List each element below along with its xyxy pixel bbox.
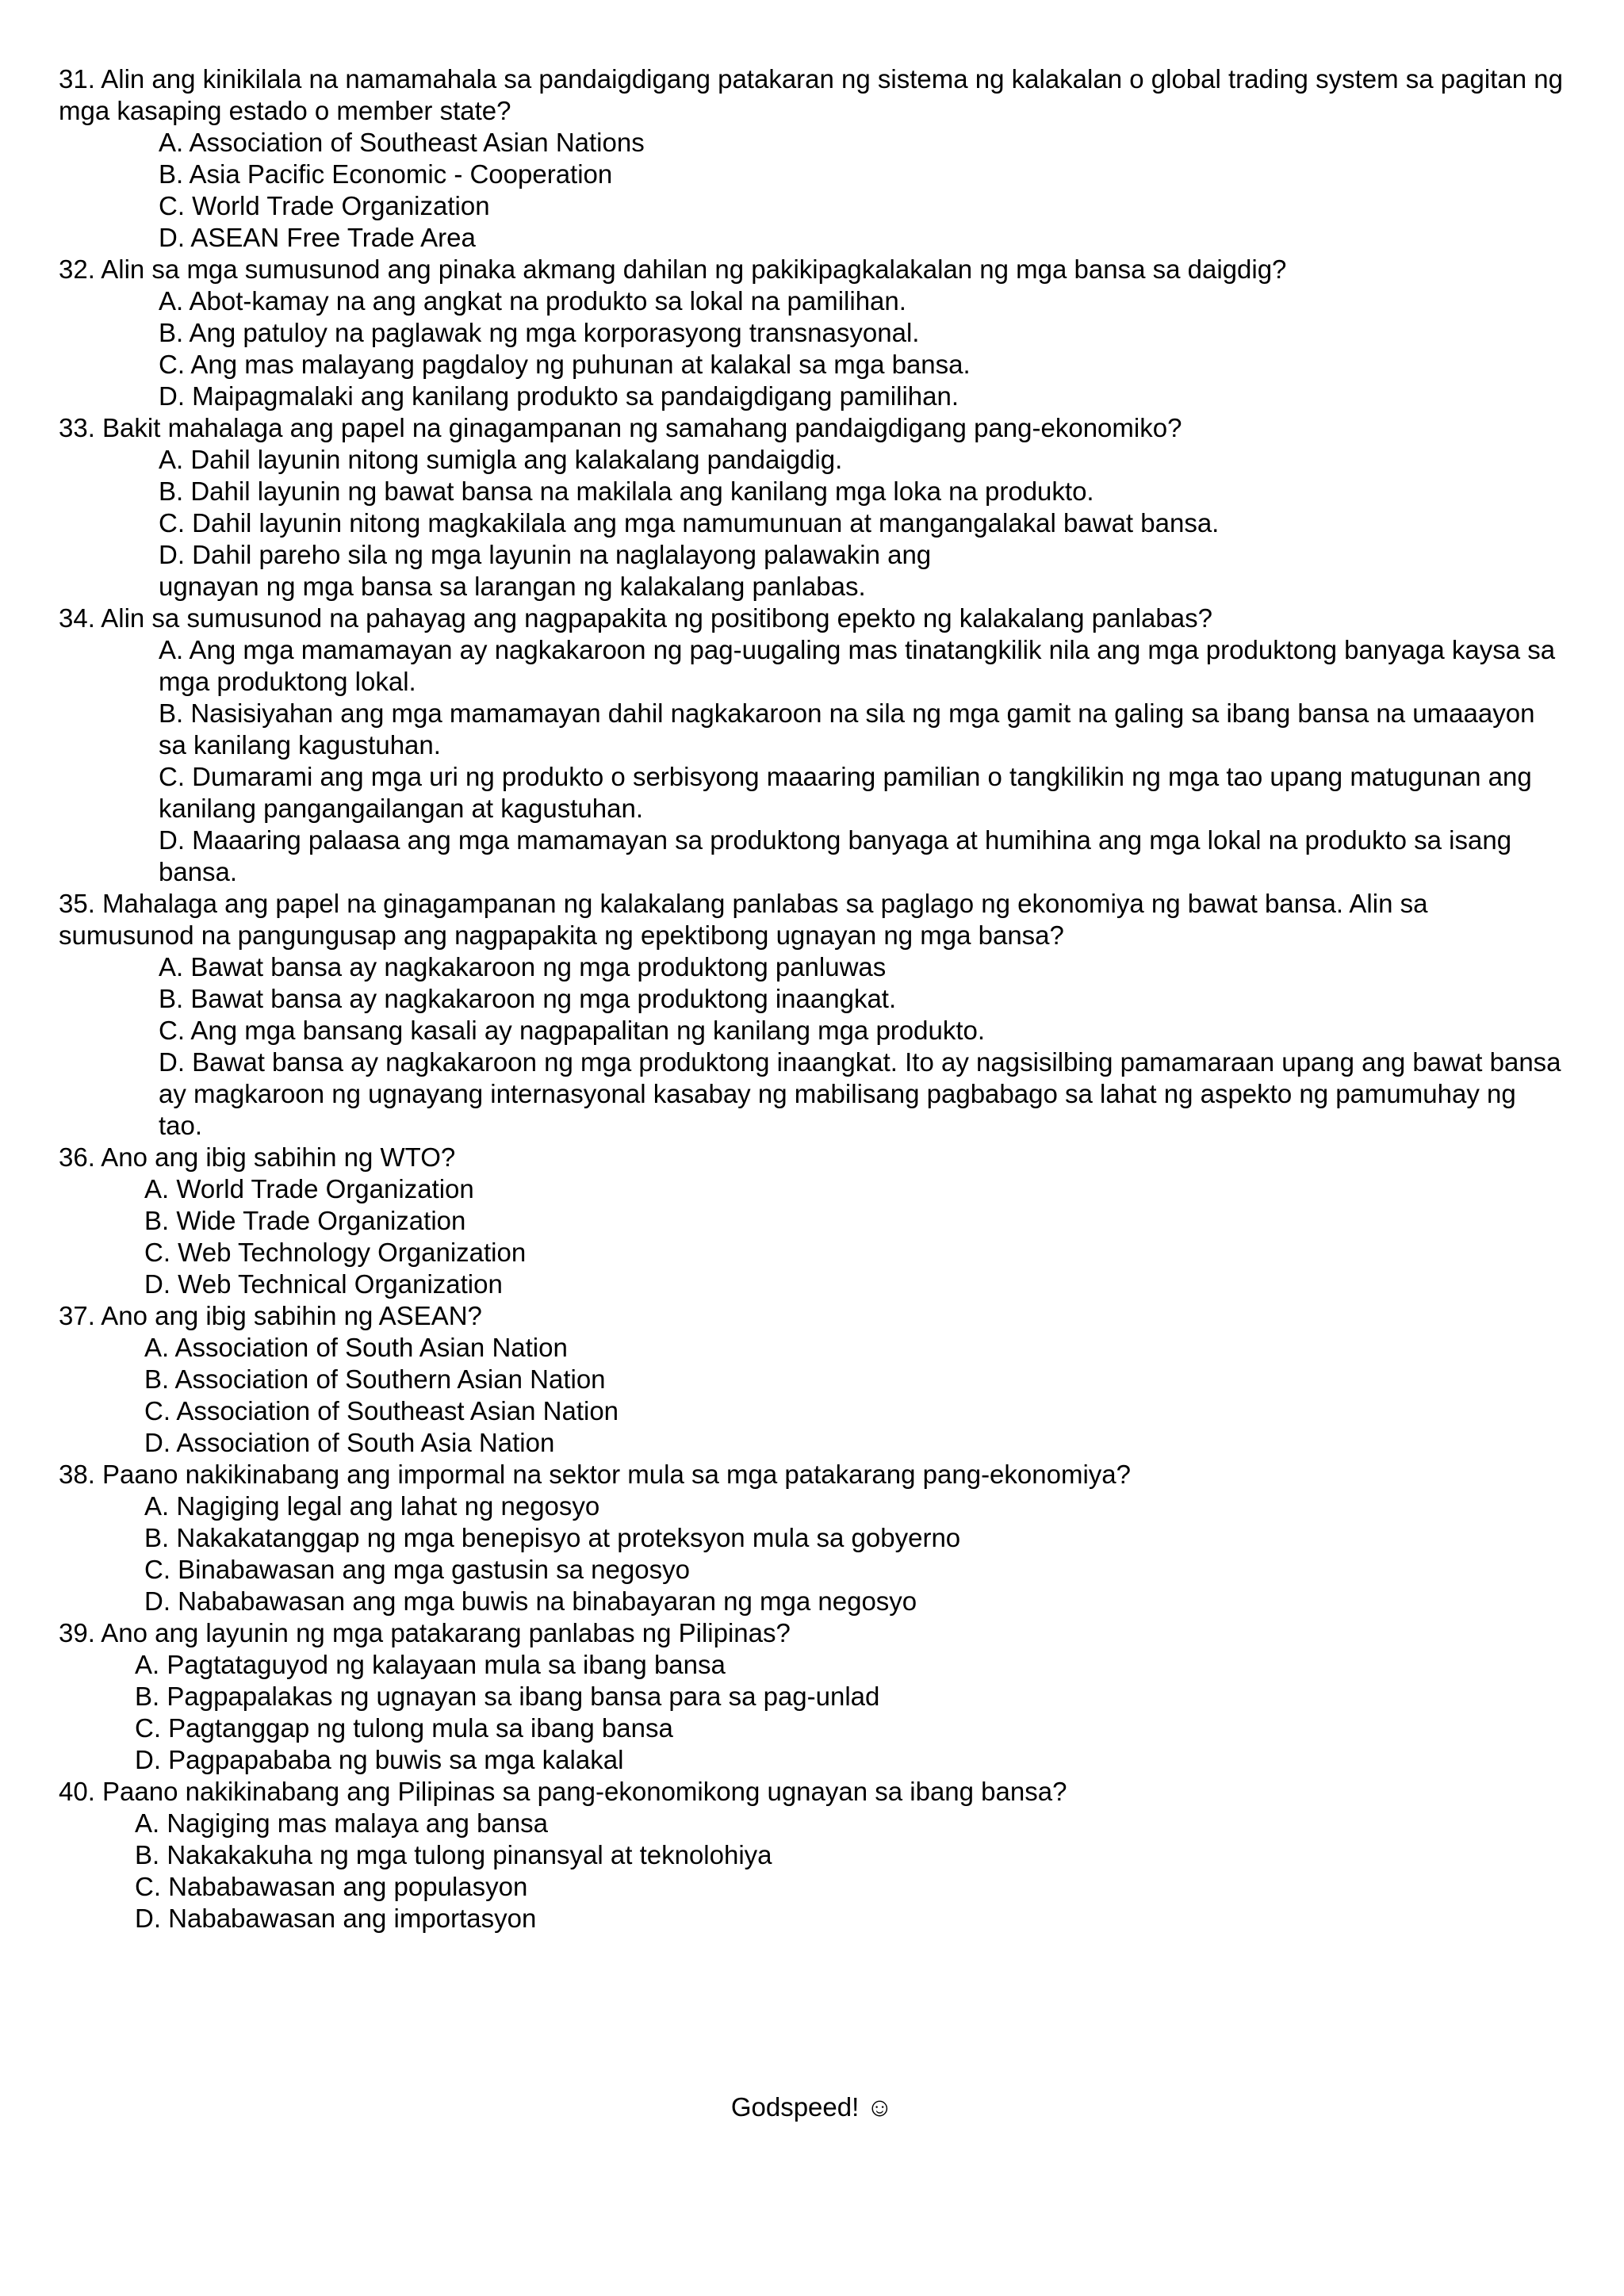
question-stem: 34. Alin sa sumusunod na pahayag ang nagpapakita ng positibong epekto ng kalakalang panlabas? — [59, 603, 1212, 633]
answer-options — [59, 951, 1565, 1142]
answer-option: B. Bawat bansa ay nagkakaroon ng mga produktong inaangkat. — [159, 984, 897, 1013]
answer-option: C. Nababawasan ang populasyon — [135, 1872, 528, 1901]
answer-option: B. Pagpapalakas ng ugnayan sa ibang bansa para sa pag-unlad — [135, 1682, 880, 1711]
answer-option: A. Nagiging legal ang lahat ng negosyo — [144, 1491, 600, 1521]
answer-option: B. Nakakakuha ng mga tulong pinansyal at teknolohiya — [135, 1840, 772, 1869]
question-block — [59, 1617, 1565, 1776]
answer-option: A. World Trade Organization — [144, 1174, 474, 1203]
answer-option-continuation: ugnayan ng mga bansa sa larangan ng kalakalang panlabas. — [159, 572, 866, 601]
answer-option: D. Dahil pareho sila ng mga layunin na naglalayong palawakin ang — [159, 540, 932, 569]
answer-option: B. Association of Southern Asian Nation — [144, 1364, 606, 1394]
answer-option: C. Ang mas malayang pagdaloy ng puhunan at kalakal sa mga bansa. — [159, 350, 971, 379]
question-block — [59, 254, 1565, 412]
question-stem: 31. Alin ang kinikilala na namamahala sa pandaigdigang patakaran ng sistema ng kalakalan o global trading system sa pagitan ng mga kasaping estado o member state? — [59, 64, 1563, 125]
question-block — [59, 603, 1565, 888]
question-block — [59, 1776, 1565, 1934]
answer-option: D. Nababawasan ang importasyon — [135, 1904, 537, 1933]
footer-signoff: Godspeed! ☺ — [730, 2092, 894, 2122]
answer-option: B. Asia Pacific Economic - Cooperation — [159, 159, 613, 189]
answer-options — [59, 1808, 1565, 1934]
answer-option: B. Wide Trade Organization — [144, 1206, 466, 1235]
answer-option: C. World Trade Organization — [159, 191, 490, 220]
answer-option: B. Nakakatanggap ng mga benepisyo at proteksyon mula sa gobyerno — [144, 1523, 961, 1552]
answer-option: A. Pagtataguyod ng kalayaan mula sa ibang bansa — [135, 1650, 726, 1679]
answer-option: C. Association of Southeast Asian Nation — [144, 1396, 619, 1425]
answer-option: D. ASEAN Free Trade Area — [159, 223, 476, 252]
answer-option: C. Pagtanggap ng tulong mula sa ibang bansa — [135, 1713, 673, 1743]
answer-option: D. Pagpapababa ng buwis sa mga kalakal — [135, 1745, 624, 1774]
question-stem: 36. Ano ang ibig sabihin ng WTO? — [59, 1142, 456, 1172]
answer-option: A. Ang mga mamamayan ay nagkakaroon ng pag-uugaling mas tinatangkilik nila ang mga produktong banyaga kaysa sa mga produktong lokal. — [159, 635, 1556, 696]
question-block — [59, 888, 1565, 1142]
answer-option: C. Ang mga bansang kasali ay nagpapalitan ng kanilang mga produkto. — [159, 1016, 986, 1045]
answer-option: B. Ang patuloy na paglawak ng mga korporasyong transnasyonal. — [159, 318, 920, 347]
answer-option: A. Abot-kamay na ang angkat na produkto sa lokal na pamilihan. — [159, 286, 906, 316]
question-stem: 32. Alin sa mga sumusunod ang pinaka akmang dahilan ng pakikipagkalakalan ng mga bansa sa daigdig? — [59, 254, 1287, 284]
answer-option: D. Maaaring palaasa ang mga mamamayan sa produktong banyaga at humihina ang mga lokal na produkto sa isang bansa. — [159, 825, 1512, 886]
answer-option: A. Dahil layunin nitong sumigla ang kalakalang pandaigdig. — [159, 445, 843, 474]
question-block — [59, 1459, 1565, 1617]
answer-option: C. Dahil layunin nitong magkakilala ang mga namumunuan at mangangalakal bawat bansa. — [159, 508, 1220, 538]
answer-option: D. Nababawasan ang mga buwis na binabayaran ng mga negosyo — [144, 1586, 917, 1616]
question-stem: 39. Ano ang layunin ng mga patakarang panlabas ng Pilipinas? — [59, 1618, 791, 1647]
answer-option: D. Association of South Asia Nation — [144, 1428, 555, 1457]
question-stem: 40. Paano nakikinabang ang Pilipinas sa pang-ekonomikong ugnayan sa ibang bansa? — [59, 1777, 1067, 1806]
answer-option: B. Nasisiyahan ang mga mamamayan dahil nagkakaroon na sila ng mga gamit na galing sa ibang bansa na umaaayon sa kanilang kagustuhan. — [159, 698, 1535, 760]
answer-option: A. Bawat bansa ay nagkakaroon ng mga produktong panluwas — [159, 952, 887, 982]
answer-options — [59, 285, 1565, 412]
question-stem: 33. Bakit mahalaga ang papel na ginagampanan ng samahang pandaigdigang pang-ekonomiko? — [59, 413, 1182, 442]
answer-option: D. Maipagmalaki ang kanilang produkto sa pandaigdigang pamilihan. — [159, 381, 959, 411]
question-stem: 35. Mahalaga ang papel na ginagampanan ng kalakalang panlabas sa paglago ng ekonomiya ng bawat bansa. Alin sa sumusunod na pangungusap ang nagpapakita ng epektibong ugnayan ng mga bansa? — [59, 889, 1428, 950]
answer-option: D. Web Technical Organization — [144, 1269, 503, 1299]
question-block — [59, 1300, 1565, 1459]
answer-option: C. Binabawasan ang mga gastusin sa negosyo — [144, 1555, 690, 1584]
question-block — [59, 63, 1565, 254]
question-block — [59, 1142, 1565, 1300]
document-body — [59, 63, 1565, 1934]
answer-option: A. Nagiging mas malaya ang bansa — [135, 1808, 548, 1838]
question-block — [59, 412, 1565, 603]
answer-option: A. Association of South Asian Nation — [144, 1333, 568, 1362]
answer-options — [59, 444, 1565, 603]
answer-option: B. Dahil layunin ng bawat bansa na makilala ang kanilang mga loka na produkto. — [159, 476, 1094, 506]
question-stem: 38. Paano nakikinabang ang impormal na sektor mula sa mga patakarang pang-ekonomiya? — [59, 1460, 1132, 1489]
answer-options — [59, 1332, 1565, 1459]
answer-option: D. Bawat bansa ay nagkakaroon ng mga produktong inaangkat. Ito ay nagsisilbing pamamaraan upang ang bawat bansa ay magkaroon ng ugnayang internasyonal kasabay ng mabilisang pagbabago sa lahat ng aspekto ng pamumuhay ng tao. — [159, 1047, 1561, 1140]
answer-options — [59, 1649, 1565, 1776]
answer-options — [59, 634, 1565, 888]
answer-option: C. Dumarami ang mga uri ng produkto o serbisyong maaaring pamilian o tangkilikin ng mga tao upang matugunan ang kanilang pangangailangan at kagustuhan. — [159, 762, 1532, 823]
answer-options — [59, 1490, 1565, 1617]
answer-option: C. Web Technology Organization — [144, 1238, 527, 1267]
question-stem: 37. Ano ang ibig sabihin ng ASEAN? — [59, 1301, 482, 1330]
answer-option: A. Association of Southeast Asian Nations — [159, 128, 645, 157]
answer-options — [59, 127, 1565, 254]
answer-options — [59, 1173, 1565, 1300]
